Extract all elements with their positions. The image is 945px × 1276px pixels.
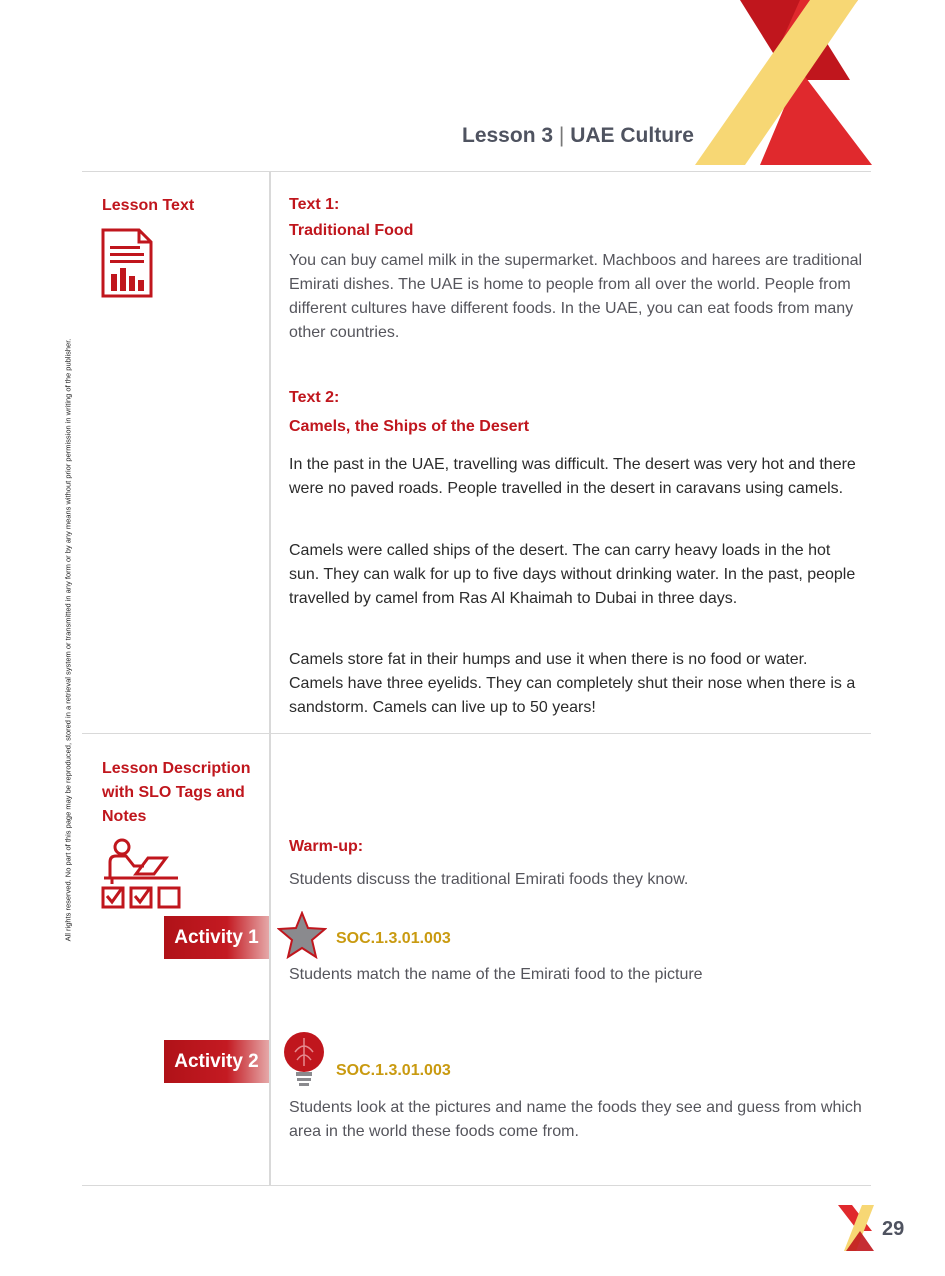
activity-2-text: Students look at the pictures and name the foods they see and guess from which area in the world these foods come from. [289,1099,862,1140]
lesson-description-label: Lesson Description with SLO Tags and Notes [102,760,251,825]
activity-2-slo: SOC.1.3.01.003 [336,1062,451,1079]
text1-title: Traditional Food [289,222,414,239]
bottom-divider [82,1185,871,1186]
document-chart-icon [101,228,153,298]
warmup-text: Students discuss the traditional Emirati foods they know. [289,871,689,888]
top-divider [82,171,871,172]
copyright-note: All rights reserved. No part of this page may be reproduced, stored in a retrieval system or transmitted in any form or by any means without prior permission in writing of the publisher. [63,338,73,942]
text2-paragraph-2: Camels were called ships of the desert. The can carry heavy loads in the hot sun. They can walk for up to five days without drinking water. In the past, people travelled by camel from Ras Al Khaimah to Dubai in three days. [289,542,856,607]
teacher-desk-icon [100,838,184,912]
text2-paragraph-3: Camels store fat in their humps and use it when there is no food or water. Camels have three eyelids. They can completely shut their nose when there is a sandstorm. Camels can live up to 50 years! [289,651,856,716]
column-divider-top [269,171,271,734]
logo-mark-icon [838,1205,882,1251]
page-number: 29 [882,1218,905,1240]
text1-body: You can buy camel milk in the supermarket. Machboos and harees are traditional Emirati dishes. The UAE is home to people from all over the world. People from different cultures have different foods. In the UAE, you can eat foods from many other countries. [289,252,863,341]
activity-1-slo: SOC.1.3.01.003 [336,930,451,947]
warmup-label: Warm-up: [289,838,364,855]
star-icon [277,911,327,959]
lightbulb-icon [279,1030,329,1090]
column-divider-bottom [269,733,271,1185]
header-decoration [690,0,890,170]
text2-label: Text 2: [289,389,340,406]
activity-1-text: Students match the name of the Emirati food to the picture [289,966,703,983]
middle-divider [82,733,871,734]
lesson-text-label: Lesson Text [102,197,195,214]
text1-label: Text 1: [289,196,340,213]
activity-2-tag: Activity 2 [164,1040,269,1083]
lesson-header [462,124,694,148]
lesson-number: Lesson 3 [462,124,554,147]
activity-1-tag: Activity 1 [164,916,269,959]
lesson-title: UAE Culture [570,124,694,147]
title-separator: | [558,124,565,147]
text2-title: Camels, the Ships of the Desert [289,418,530,435]
text2-paragraph-1: In the past in the UAE, travelling was difficult. The desert was very hot and there were no paved roads. People travelled in the desert in caravans using camels. [289,456,856,497]
